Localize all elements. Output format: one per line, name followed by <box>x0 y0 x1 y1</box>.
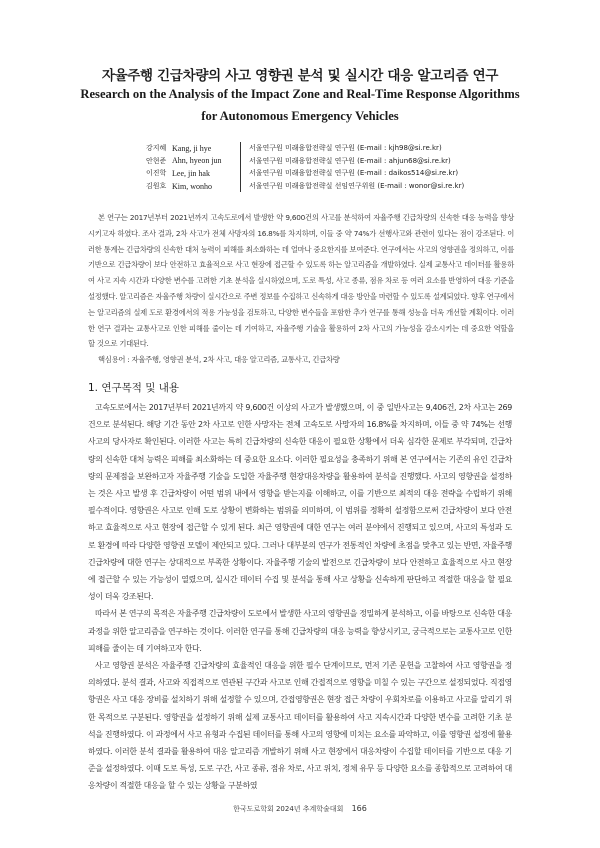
conference-name: 한국도로학회 2024년 추계학술대회 <box>233 805 344 813</box>
author-name-ko: 김원호 <box>146 182 167 191</box>
author-affiliation: 서울연구원 미래융합전략실 선임연구위원 (E-mail : wonor@si.re.kr) <box>249 182 465 191</box>
title-korean: 자율주행 긴급차량의 사고 영향권 분석 및 실시간 대응 알고리즘 연구 <box>101 68 499 84</box>
page-footer <box>0 804 600 814</box>
keywords: 핵심용어 : 자율주행, 영향권 분석, 2차 사고, 대응 알고리즘, 교통사고, 긴급차량 <box>98 355 340 365</box>
body-paragraph: 고속도로에서는 2017년부터 2021년까지 약 9,600건 이상의 사고가 발생했으며, 이 중 일반사고는 9,406건, 2차 사고는 269건으로 분석된다. 해당 기간 동안 2차 사고로 인한 사망자는 전체 고속도로 사망자의 16.8%를 차지하며, 이들 중 약 74%는 선행사고의 당사자로 확인된다. 이러한 사고는 특히 긴급차량의 신속한 대응이 필요한 상황에서 더욱 심각한 문제로 부각되며, 긴급차량의 신속한 대처 능력은 피해를 최소화하는 데 중요한 요소다. 이러한 필요성을 충족하기 위해 본 연구에서는 기존의 유인 긴급차량의 문제점을 보완하고자 자율주행 기술을 도입한 자율주행 현장대응차량을 활용하여 분석을 진행했다. 사고의 영향권을 설정하는 것은 사고 발생 후 긴급차량이 어떤 범위 내에서 영향을 받는지를 이해하고, 이를 기반으로 최적의 대응 전략을 수립하기 위해 필수적이다. 영향권은 사고로 인해 도로 상황이 변화하는 범위를 의미하며, 이 범위를 정확히 설정함으로써 긴급차량이 보다 안전하고 효율적으로 사고 현장에 접근할 수 있게 된다. 최근 영향권에 대한 연구는 여러 분야에서 진행되고 있으며, 사고의 특성과 도로 환경에 따라 다양한 영향권 모델이 제안되고 있다. 그러나 대부분의 연구가 전통적인 차량에 초점을 맞추고 있는 반면, 자율주행 긴급차량에 대한 연구는 상대적으로 부족한 상황이다. 자율주행 기술의 발전으로 긴급차량이 보다 안전하고 효율적으로 사고 현장에 접근할 수 있는 가능성이 열렸으며, 실시간 데이터 수집 및 분석을 통해 사고 상황을 신속하게 판단하고 적절한 대응을 할 필요성이 더욱 강조된다. <box>88 403 512 602</box>
author-affiliation: 서울연구원 미래융합전략실 연구원 (E-mail : daikos514@si.re.kr) <box>249 169 459 178</box>
author-divider <box>240 180 241 193</box>
body-paragraph: 사고 영향권 분석은 자율주행 긴급차량의 효율적인 대응을 위한 필수 단계이므로, 먼저 기존 문헌을 고찰하여 사고 영향권을 정의하였다. 분석 결과, 사고와 직접적으로 연관된 구간과 사고로 인해 간접적으로 영향을 미칠 수 있는 구간으로 설정되었다. 직접영향권은 사고 대응 장비를 설치하기 위해 설정할 수 있으며, 간접영향권은 현장 접근 차량이 우회차로를 이용하고 사고를 알리기 위한 목적으로 구분된다. 영향권을 설정하기 위해 실제 교통사고 데이터를 활용하여 사고 지속시간과 다양한 변수를 고려한 기초 분석을 진행하였다. 이 과정에서 사고 유형과 수집된 데이터를 통해 사고의 영향에 미치는 요소를 파악하고, 이를 영향권 설정에 활용하였다. 이러한 분석 결과를 활용하여 대응 알고리즘 개발하기 위해 사고 현장에서 대응차량이 수집할 데이터를 기반으로 대응 기준을 설정하였다. 이때 도로 특성, 도로 구간, 사고 종류, 점유 차로, 사고 위치, 정체 유무 등 다양한 요소를 종합적으로 고려하여 대응차량이 적절한 대응을 할 수 있는 상황을 구분하였 <box>88 661 512 791</box>
section-body <box>88 399 512 795</box>
author-name-ko: 강지혜 <box>146 144 167 153</box>
author-name-ko: 안현준 <box>146 156 167 165</box>
abstract <box>88 210 514 368</box>
author-name-en: Lee, jin hak <box>172 168 210 178</box>
author-name-ko: 이진학 <box>146 169 167 178</box>
section-heading: 1. 연구목적 및 내용 <box>88 382 180 394</box>
author-name-en: Kim, wonho <box>172 181 212 191</box>
author-divider <box>240 142 241 155</box>
author-name-en: Ahn, hyeon jun <box>172 156 222 166</box>
body-paragraph: 따라서 본 연구의 목적은 자율주행 긴급차량이 도로에서 발생한 사고의 영향권을 정밀하게 분석하고, 이를 바탕으로 신속한 대응 과정을 위한 알고리즘을 연구하는 것이다. 이러한 연구를 통해 긴급차량의 대응 능력을 향상시키고, 궁극적으로는 교통사고로 인한 피해를 줄이는 데 기여하고자 한다. <box>88 609 512 653</box>
author-divider <box>240 155 241 168</box>
title-english-line1: Research on the Analysis of the Impact Zone and Real-Time Response Algorithms <box>80 87 520 101</box>
title-english-line2: for Autonomous Emergency Vehicles <box>201 109 399 123</box>
page-number: 166 <box>351 804 367 813</box>
author-divider <box>240 167 241 180</box>
author-affiliation: 서울연구원 미래융합전략실 연구원 (E-mail : ahjun68@si.re.kr) <box>249 156 451 165</box>
author-row <box>146 155 496 168</box>
author-name-en: Kang, ji hye <box>172 143 212 153</box>
author-affiliation: 서울연구원 미래융합전략실 연구원 (E-mail : kjh98@si.re.kr) <box>249 144 442 153</box>
abstract-text: 본 연구는 2017년부터 2021년까지 고속도로에서 발생한 약 9,600건의 사고를 분석하여 자율주행 긴급차량의 신속한 대응 능력을 향상시키고자 하였다. 조사 결과, 2차 사고가 전체 사망자의 16.8%를 차지하며, 이들 중 약 74%가 선행사고와 관련이 있다는 점이 강조된다. 이러한 통계는 긴급차량의 신속한 대처 능력이 피해를 최소화하는 데 얼마나 중요한지를 보여준다. 연구에서는 사고의 영향권을 정의하고, 이를 기반으로 긴급차량이 보다 안전하고 효율적으로 사고 현장에 접근할 수 있도록 하는 알고리즘을 개발하였다. 실제 교통사고 데이터를 활용하여 사고 지속 시간과 다양한 변수를 고려한 기초 분석을 실시하였으며, 도로 특성, 사고 종류, 점유 차로 등 여러 요소를 반영하여 대응 기준을 설정했다. 알고리즘은 자율주행 차량이 실시간으로 주변 정보를 수집하고 신속하게 대응 방안을 마련할 수 있도록 설계되었다. 향후 연구에서는 알고리즘의 실제 도로 환경에서의 적용 가능성을 검토하고, 다양한 변수들을 포함한 추가 연구를 통해 성능을 더욱 개선할 계획이다. 이러한 연구 결과는 교통사고로 인한 피해를 줄이는 데 기여하고, 자율주행 기술을 활용하여 2차 사고의 가능성을 감소시키는 데 중요한 역할을 할 것으로 기대된다. <box>88 213 514 349</box>
author-row <box>146 167 496 180</box>
author-row <box>146 180 496 193</box>
author-row <box>146 142 496 155</box>
author-block <box>146 142 496 192</box>
